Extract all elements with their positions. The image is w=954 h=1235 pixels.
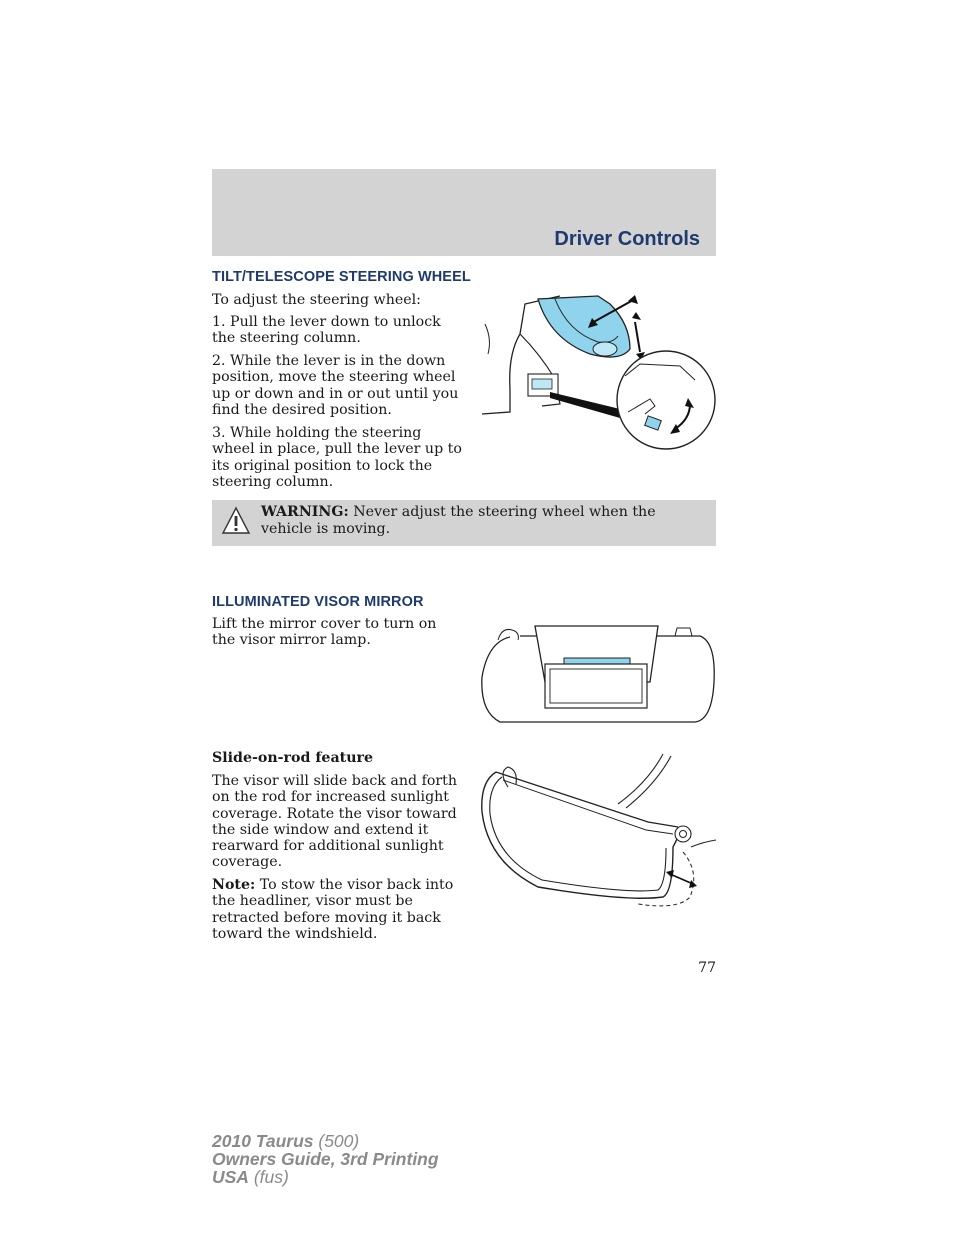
warning-message: Never adjust the steering wheel when the vehicle is moving. [261,504,656,537]
visor-mirror-intro: Lift the mirror cover to turn on the visor mirror lamp. [212,616,437,649]
header-band [212,169,716,256]
visor-slide-illustration [478,752,716,912]
note-label: Note: [212,877,256,893]
warning-text [261,504,706,537]
tilt-telescope-heading: TILT/TELESCOPE STEERING WHEEL [212,269,471,285]
note-text: To stow the visor back into the headliner, visor must be retracted before moving it back toward the windshield. [212,877,454,942]
footer-imprint [212,1132,439,1186]
footer-line-2: Owners Guide, 3rd Printing [212,1149,439,1169]
visor-mirror-heading: ILLUMINATED VISOR MIRROR [212,594,424,610]
steering-column-illustration [480,294,716,456]
slide-on-rod-body: The visor will slide back and forth on the rod for increased sunlight coverage. Rotate the visor toward the side window and extend it rearward for additional sunlight coverage. [212,773,457,871]
stow-note [212,877,464,942]
footer-line-3 [212,1168,439,1186]
footer-region: USA [212,1167,249,1187]
slide-on-rod-subheading: Slide-on-rod feature [212,750,374,766]
visor-mirror-illustration [480,622,716,726]
footer-model-code: (500) [313,1131,360,1151]
steering-intro: To adjust the steering wheel: [212,292,421,308]
warning-box [212,500,716,546]
footer-model: 2010 Taurus [212,1131,314,1151]
footer-region-code: (fus) [248,1167,289,1187]
page-number: 77 [698,960,716,976]
steering-step-3: 3. While holding the steering wheel in place, pull the lever up to its original position to lock the steering column. [212,425,462,490]
steering-step-2: 2. While the lever is in the down position, move the steering wheel up or down and in or out until you find the desired position. [212,353,459,418]
warning-triangle-icon [221,506,251,536]
footer-line-1 [212,1132,439,1150]
steering-step-1: 1. Pull the lever down to unlock the steering column. [212,314,441,347]
warning-label: WARNING: [261,504,349,520]
page-section-title: Driver Controls [554,228,700,250]
